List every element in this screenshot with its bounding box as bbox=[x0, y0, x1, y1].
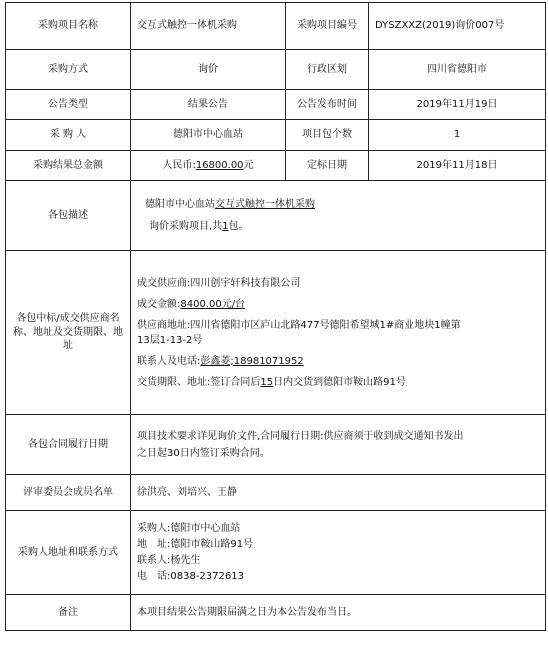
bid-date-label: 定标日期 bbox=[286, 151, 369, 181]
buyer-contact-label: 采购人地址和联系方式 bbox=[6, 511, 131, 595]
method-value: 询价 bbox=[131, 50, 286, 90]
supplier-address-label: 供应商地址: bbox=[137, 319, 191, 331]
contact-buyer-label: 采购人: bbox=[137, 522, 171, 534]
contact-person-value: 杨先生 bbox=[170, 554, 201, 566]
region-label: 行政区划 bbox=[286, 50, 369, 90]
row-review-panel bbox=[6, 475, 546, 511]
remark-label: 备注 bbox=[6, 595, 131, 631]
contract-line-2: 之日起30日内签订采购合同。 bbox=[137, 447, 270, 459]
publish-date-label: 公告发布时间 bbox=[286, 90, 369, 120]
project-code-value: DYSZXXZ(2019)询价007号 bbox=[369, 3, 546, 50]
result-announcement-table bbox=[5, 2, 546, 631]
winning-supplier-label: 各包中标/成交供应商名称、地址及交货期限、地址 bbox=[6, 251, 131, 415]
buyer-contact-details bbox=[131, 511, 546, 595]
row-type bbox=[6, 90, 546, 120]
total-amount-label: 采购结果总金额 bbox=[6, 151, 131, 181]
contact-address-line bbox=[137, 537, 539, 553]
row-remark bbox=[6, 595, 546, 631]
contact-address-value: 德阳市鞍山路91号 bbox=[170, 538, 254, 550]
publish-date-value: 2019年11月19日 bbox=[369, 90, 546, 120]
supplier-label: 成交供应商: bbox=[137, 277, 191, 289]
delivery-label: 交货期限、地址: bbox=[137, 376, 211, 388]
total-amount-value: 16800.00 bbox=[195, 159, 244, 171]
delivery-line bbox=[137, 375, 539, 390]
description-count: 1 bbox=[222, 220, 229, 232]
description-buyer: 德阳市中心血站 bbox=[145, 199, 215, 210]
contact-value: 彭鑫菱;18981071952 bbox=[200, 355, 304, 367]
supplier-address-line-1 bbox=[137, 318, 539, 333]
contact-label: 联系人及电话: bbox=[137, 355, 201, 367]
supplier-address-line-2: 13层1-13-2号 bbox=[137, 334, 203, 346]
review-panel-label: 评审委员会成员名单 bbox=[6, 475, 131, 511]
contact-buyer-line bbox=[137, 521, 539, 537]
project-code-label: 采购项目编号 bbox=[286, 3, 369, 50]
contact-phone-label: 电 话: bbox=[137, 570, 171, 582]
description-count-suffix: 包。 bbox=[228, 220, 249, 232]
supplier-line bbox=[137, 276, 539, 291]
description-line-2 bbox=[145, 220, 539, 234]
description-project-link[interactable]: 交互式触控一体机采购 bbox=[215, 199, 315, 210]
row-winning-supplier bbox=[6, 251, 546, 415]
package-description-value bbox=[131, 181, 546, 251]
region-value: 四川省德阳市 bbox=[369, 50, 546, 90]
project-name-value: 交互式触控一体机采购 bbox=[131, 3, 286, 50]
row-package-description bbox=[6, 181, 546, 251]
contact-person-line bbox=[137, 553, 539, 569]
deal-amount-line bbox=[137, 297, 539, 312]
contact-buyer-value: 德阳市中心血站 bbox=[170, 522, 241, 534]
contract-date-label: 各包合同履行日期 bbox=[6, 415, 131, 475]
buyer-label: 采 购 人 bbox=[6, 120, 131, 151]
deal-amount-value: 8400.00元/台 bbox=[180, 298, 246, 310]
contact-phone-value: 0838-2372613 bbox=[170, 570, 244, 582]
description-count-prefix: 询价采购项目,共 bbox=[149, 220, 223, 232]
total-amount-prefix: 人民币: bbox=[162, 159, 196, 171]
package-description-label: 各包描述 bbox=[6, 181, 131, 251]
buyer-value: 德阳市中心血站 bbox=[131, 120, 286, 151]
contract-date-value bbox=[131, 415, 546, 475]
row-amount bbox=[6, 151, 546, 181]
contract-line-1: 项目技术要求详见询价文件,合同履行日期:供应商须于收到成交通知书发出 bbox=[137, 430, 464, 442]
contact-line bbox=[137, 354, 539, 369]
review-panel-value: 徐洪亮、刘培兴、王静 bbox=[131, 475, 546, 511]
bid-date-value: 2019年11月18日 bbox=[369, 151, 546, 181]
contact-phone-line bbox=[137, 569, 539, 585]
type-value: 结果公告 bbox=[131, 90, 286, 120]
package-count-value: 1 bbox=[369, 120, 546, 151]
deal-amount-label: 成交金额: bbox=[137, 298, 181, 310]
package-count-label: 项目包个数 bbox=[286, 120, 369, 151]
contact-person-label: 联系人: bbox=[137, 554, 171, 566]
supplier-address-value: 四川省德阳市区庐山北路477号德阳希望城1#商业地块1幢第 bbox=[190, 319, 461, 331]
contact-address-label: 地 址: bbox=[137, 538, 171, 550]
row-contract-date bbox=[6, 415, 546, 475]
method-label: 采购方式 bbox=[6, 50, 131, 90]
winning-supplier-details bbox=[131, 251, 546, 415]
total-amount-suffix: 元 bbox=[243, 159, 254, 171]
delivery-suffix: 日内交货到德阳市鞍山路91号 bbox=[273, 376, 406, 388]
delivery-days: 15 bbox=[260, 376, 274, 388]
row-project-name bbox=[6, 3, 546, 50]
row-buyer bbox=[6, 120, 546, 151]
row-method bbox=[6, 50, 546, 90]
supplier-value: 四川创宇轩科技有限公司 bbox=[190, 277, 301, 289]
description-line-1 bbox=[145, 198, 539, 212]
total-amount-cell bbox=[131, 151, 286, 181]
remark-value: 本项目结果公告期限届满之日为本公告发布当日。 bbox=[131, 595, 546, 631]
delivery-prefix: 签订合同后 bbox=[210, 376, 261, 388]
row-buyer-contact bbox=[6, 511, 546, 595]
type-label: 公告类型 bbox=[6, 90, 131, 120]
project-name-label: 采购项目名称 bbox=[6, 3, 131, 50]
